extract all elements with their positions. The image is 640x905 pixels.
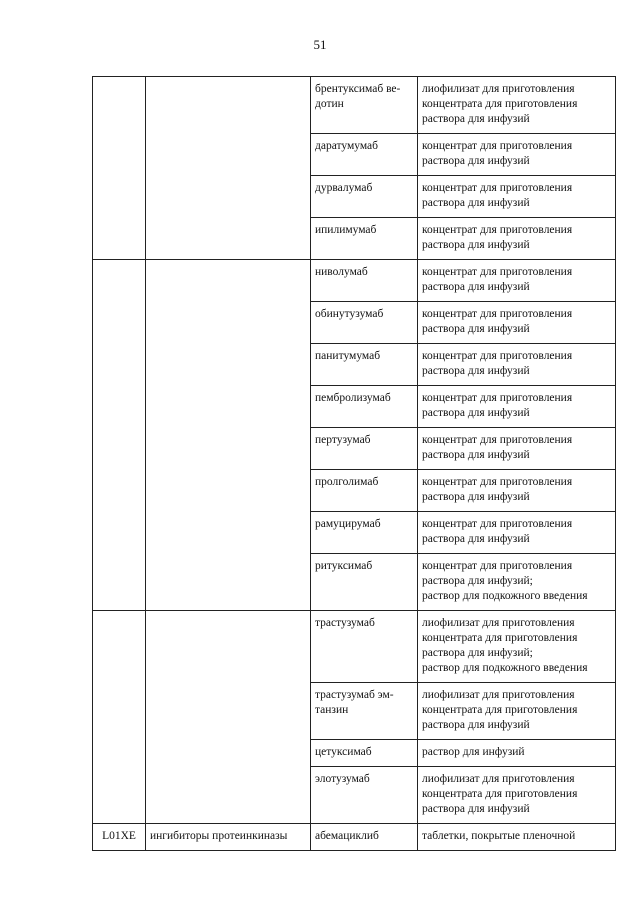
drug-name-cell: пролголимаб	[311, 470, 418, 512]
drug-name-cell: панитумумаб	[311, 344, 418, 386]
dosage-form-cell	[418, 218, 616, 260]
table-row	[93, 824, 616, 851]
drug-name-cell: пертузумаб	[311, 428, 418, 470]
drug-name-cell: трастузумаб	[311, 611, 418, 683]
dosage-form-line: раствор для инфузий	[422, 746, 525, 758]
drug-name-cell: пембролизумаб	[311, 386, 418, 428]
drug-name-cell: элотузумаб	[311, 767, 418, 824]
dosage-form-cell	[418, 683, 616, 740]
drug-name-cell: ипилимумаб	[311, 218, 418, 260]
dosage-form-cell	[418, 176, 616, 218]
dosage-form-cell	[418, 470, 616, 512]
drug-name-cell: рамуцирумаб	[311, 512, 418, 554]
drug-name-cell: даратумумаб	[311, 134, 418, 176]
table-row	[93, 611, 616, 683]
dosage-form-cell	[418, 767, 616, 824]
dosage-form-line: лиофилизат для приготовления концентрата для приготовления раствора для инфузий	[422, 773, 578, 815]
drug-name-cell: ниволумаб	[311, 260, 418, 302]
page-number: 51	[313, 37, 327, 52]
dosage-form-line: таблетки, покрытые пленочной	[422, 830, 576, 842]
drug-name-cell: дурвалумаб	[311, 176, 418, 218]
dosage-form-line: концентрат для приготовления раствора для инфузий	[422, 350, 573, 377]
pharmacological-group-cell	[146, 77, 311, 260]
dosage-form-cell	[418, 740, 616, 767]
dosage-form-line: концентрат для приготовления раствора для инфузий	[422, 434, 573, 461]
pharmacological-group-cell	[146, 260, 311, 611]
dosage-form-line: концентрат для приготовления раствора для инфузий	[422, 392, 573, 419]
dosage-form-line: концентрат для приготовления раствора для инфузий	[422, 308, 573, 335]
drug-name-cell: обинутузумаб	[311, 302, 418, 344]
dosage-form-cell	[418, 428, 616, 470]
dosage-form-line: концентрат для приготовления раствора для инфузий	[422, 224, 573, 251]
dosage-form-cell	[418, 554, 616, 611]
drug-name-cell: трастузумаб эм-танзин	[311, 683, 418, 740]
drug-name-cell: абемациклиб	[311, 824, 418, 851]
table-row	[93, 260, 616, 302]
drug-name-cell: ритуксимаб	[311, 554, 418, 611]
drug-name-cell: цетуксимаб	[311, 740, 418, 767]
atc-code-cell	[93, 77, 146, 260]
dosage-form-line: лиофилизат для приготовления концентрата для приготовления раствора для инфузий	[422, 689, 578, 731]
dosage-form-cell	[418, 134, 616, 176]
dosage-form-cell	[418, 344, 616, 386]
dosage-form-line: концентрат для приготовления раствора для инфузий	[422, 518, 573, 545]
drug-table	[92, 76, 616, 851]
dosage-form-cell	[418, 77, 616, 134]
dosage-form-line: раствор для подкожного введения	[422, 590, 588, 602]
dosage-form-cell	[418, 260, 616, 302]
dosage-form-cell	[418, 386, 616, 428]
dosage-form-line: концентрат для приготовления раствора для инфузий	[422, 140, 573, 167]
dosage-form-line: лиофилизат для приготовления концентрата для приготовления раствора для инфузий;	[422, 617, 578, 659]
dosage-form-cell	[418, 512, 616, 554]
atc-code-cell	[93, 260, 146, 611]
dosage-form-line: концентрат для приготовления раствора для инфузий;	[422, 560, 573, 587]
dosage-form-cell	[418, 611, 616, 683]
table-body	[93, 77, 616, 851]
dosage-form-line: концентрат для приготовления раствора для инфузий	[422, 182, 573, 209]
pharmacological-group-cell: ингибиторы протеинкиназы	[146, 824, 311, 851]
table-row	[93, 77, 616, 134]
dosage-form-cell	[418, 824, 616, 851]
dosage-form-cell	[418, 302, 616, 344]
drug-name-cell: брентуксимаб ве-дотин	[311, 77, 418, 134]
pharmacological-group-cell	[146, 611, 311, 824]
atc-code-cell: L01XE	[93, 824, 146, 851]
dosage-form-line: концентрат для приготовления раствора для инфузий	[422, 266, 573, 293]
dosage-form-line: концентрат для приготовления раствора для инфузий	[422, 476, 573, 503]
atc-code-cell	[93, 611, 146, 824]
dosage-form-line: раствор для подкожного введения	[422, 662, 588, 674]
dosage-form-line: лиофилизат для приготовления концентрата для приготовления раствора для инфузий	[422, 83, 578, 125]
